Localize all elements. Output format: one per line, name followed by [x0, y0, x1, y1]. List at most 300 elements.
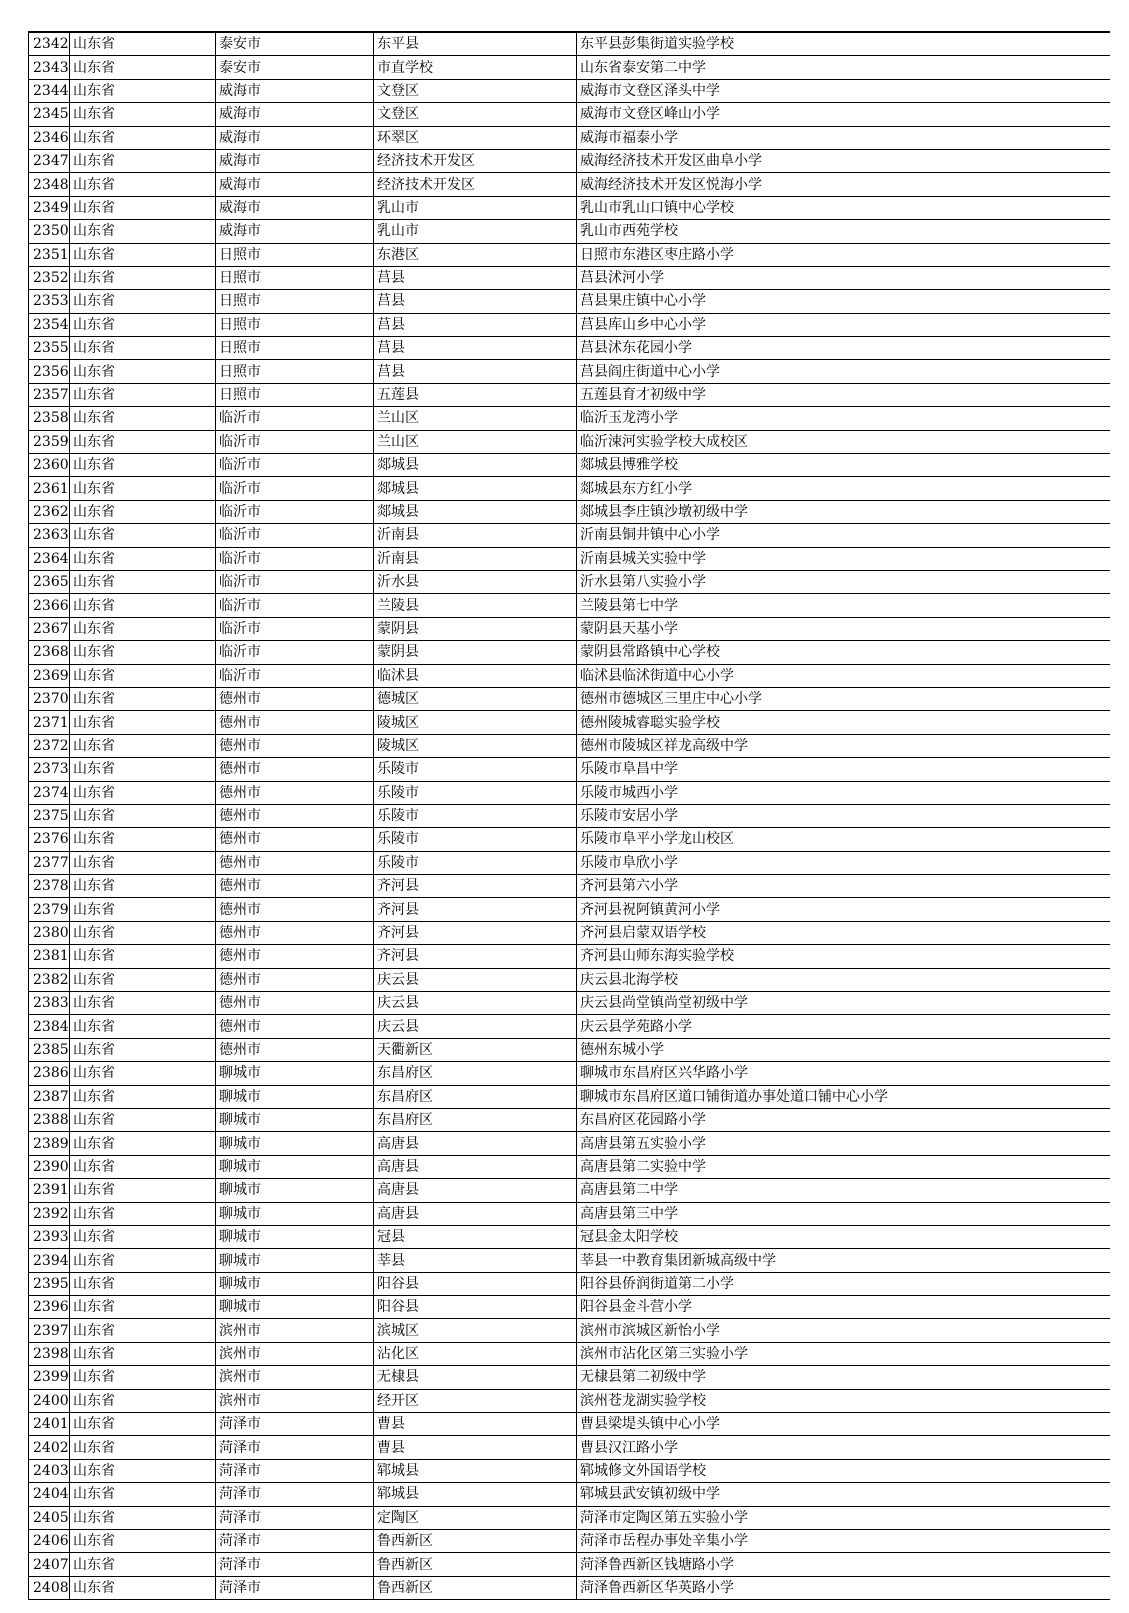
district-cell: 经济技术开发区	[374, 149, 577, 172]
city-cell: 威海市	[216, 79, 374, 102]
row-number-cell: 2369	[29, 664, 70, 687]
district-cell: 东昌府区	[374, 1108, 577, 1131]
row-number-cell: 2354	[29, 313, 70, 336]
table-row	[29, 149, 1111, 172]
district-cell: 乐陵市	[374, 851, 577, 874]
row-number-cell: 2392	[29, 1202, 70, 1225]
city-cell: 德州市	[216, 945, 374, 968]
city-cell: 临沂市	[216, 664, 374, 687]
school-name-cell: 阳谷县侨润街道第二小学	[577, 1272, 1111, 1295]
province-cell: 山东省	[70, 1436, 216, 1459]
city-cell: 聊城市	[216, 1225, 374, 1248]
district-cell: 郯城县	[374, 500, 577, 523]
school-list-table-container	[28, 32, 1110, 1613]
city-cell: 泰安市	[216, 56, 374, 79]
district-cell: 高唐县	[374, 1132, 577, 1155]
table-row	[29, 79, 1111, 102]
city-cell: 临沂市	[216, 454, 374, 477]
district-cell: 莒县	[374, 313, 577, 336]
district-cell: 文登区	[374, 79, 577, 102]
city-cell: 日照市	[216, 383, 374, 406]
school-name-cell: 兰陵县第七中学	[577, 594, 1111, 617]
row-number-cell: 2348	[29, 173, 70, 196]
district-cell: 曹县	[374, 1436, 577, 1459]
table-row	[29, 1038, 1111, 1061]
province-cell: 山东省	[70, 711, 216, 734]
district-cell: 郯城县	[374, 477, 577, 500]
row-number-cell: 2380	[29, 921, 70, 944]
school-name-cell: 郓城县武安镇初级中学	[577, 1483, 1111, 1506]
province-cell: 山东省	[70, 1483, 216, 1506]
district-cell: 东昌府区	[374, 1085, 577, 1108]
city-cell: 德州市	[216, 898, 374, 921]
district-cell: 乐陵市	[374, 804, 577, 827]
table-row	[29, 851, 1111, 874]
school-name-cell: 乐陵市阜平小学龙山校区	[577, 828, 1111, 851]
table-row	[29, 477, 1111, 500]
district-cell: 莘县	[374, 1249, 577, 1272]
city-cell: 德州市	[216, 804, 374, 827]
district-cell: 冠县	[374, 1225, 577, 1248]
school-name-cell: 德州市陵城区祥龙高级中学	[577, 734, 1111, 757]
city-cell: 临沂市	[216, 524, 374, 547]
district-cell: 乐陵市	[374, 828, 577, 851]
row-number-cell: 2375	[29, 804, 70, 827]
district-cell: 经济技术开发区	[374, 173, 577, 196]
city-cell: 聊城市	[216, 1085, 374, 1108]
table-row	[29, 898, 1111, 921]
school-name-cell: 菏泽鲁西新区钱塘路小学	[577, 1553, 1111, 1576]
city-cell: 威海市	[216, 196, 374, 219]
school-name-cell: 阳谷县金斗营小学	[577, 1296, 1111, 1319]
city-cell: 聊城市	[216, 1155, 374, 1178]
school-name-cell: 蒙阴县常路镇中心学校	[577, 641, 1111, 664]
school-name-cell: 菏泽市岳程办事处辛集小学	[577, 1530, 1111, 1553]
table-row	[29, 945, 1111, 968]
district-cell: 陵城区	[374, 734, 577, 757]
school-name-cell: 曹县梁堤头镇中心小学	[577, 1413, 1111, 1436]
table-row	[29, 103, 1111, 126]
table-row	[29, 758, 1111, 781]
province-cell: 山东省	[70, 313, 216, 336]
school-name-cell: 威海市文登区泽头中学	[577, 79, 1111, 102]
row-number-cell: 2349	[29, 196, 70, 219]
province-cell: 山东省	[70, 594, 216, 617]
city-cell: 德州市	[216, 711, 374, 734]
city-cell: 日照市	[216, 243, 374, 266]
school-name-cell: 郯城县李庄镇沙墩初级中学	[577, 500, 1111, 523]
city-cell: 威海市	[216, 220, 374, 243]
school-name-cell: 菏泽鲁西新区华英路小学	[577, 1576, 1111, 1599]
district-cell: 市直学校	[374, 56, 577, 79]
province-cell: 山东省	[70, 758, 216, 781]
school-name-cell: 威海市文登区峰山小学	[577, 103, 1111, 126]
row-number-cell: 2389	[29, 1132, 70, 1155]
district-cell: 蒙阴县	[374, 617, 577, 640]
province-cell: 山东省	[70, 360, 216, 383]
district-cell: 经开区	[374, 1389, 577, 1412]
province-cell: 山东省	[70, 477, 216, 500]
school-name-cell: 临沭县临沭街道中心小学	[577, 664, 1111, 687]
row-number-cell: 2403	[29, 1459, 70, 1482]
city-cell: 德州市	[216, 968, 374, 991]
city-cell: 临沂市	[216, 617, 374, 640]
row-number-cell: 2399	[29, 1366, 70, 1389]
province-cell: 山东省	[70, 804, 216, 827]
province-cell: 山东省	[70, 1342, 216, 1365]
district-cell: 莒县	[374, 290, 577, 313]
city-cell: 菏泽市	[216, 1530, 374, 1553]
district-cell: 庆云县	[374, 992, 577, 1015]
row-number-cell: 2396	[29, 1296, 70, 1319]
school-name-cell: 威海经济技术开发区曲阜小学	[577, 149, 1111, 172]
row-number-cell: 2391	[29, 1179, 70, 1202]
district-cell: 郯城县	[374, 454, 577, 477]
school-name-cell: 德州东城小学	[577, 1038, 1111, 1061]
city-cell: 德州市	[216, 1015, 374, 1038]
school-list-table	[28, 32, 1110, 1600]
district-cell: 高唐县	[374, 1179, 577, 1202]
table-row	[29, 266, 1111, 289]
district-cell: 郓城县	[374, 1483, 577, 1506]
school-name-cell: 郯城县博雅学校	[577, 454, 1111, 477]
table-row	[29, 570, 1111, 593]
school-name-cell: 德州市德城区三里庄中心小学	[577, 687, 1111, 710]
table-row	[29, 1272, 1111, 1295]
district-cell: 乳山市	[374, 220, 577, 243]
row-number-cell: 2404	[29, 1483, 70, 1506]
province-cell: 山东省	[70, 570, 216, 593]
school-name-cell: 高唐县第三中学	[577, 1202, 1111, 1225]
province-cell: 山东省	[70, 1062, 216, 1085]
table-row	[29, 1062, 1111, 1085]
school-name-cell: 日照市东港区枣庄路小学	[577, 243, 1111, 266]
table-row	[29, 1179, 1111, 1202]
school-name-cell: 乐陵市阜昌中学	[577, 758, 1111, 781]
table-row	[29, 1483, 1111, 1506]
school-name-cell: 郯城县东方红小学	[577, 477, 1111, 500]
city-cell: 滨州市	[216, 1366, 374, 1389]
district-cell: 沂水县	[374, 570, 577, 593]
school-name-cell: 莒县果庄镇中心小学	[577, 290, 1111, 313]
province-cell: 山东省	[70, 1202, 216, 1225]
district-cell: 陵城区	[374, 711, 577, 734]
table-row	[29, 1576, 1111, 1599]
table-row	[29, 430, 1111, 453]
province-cell: 山东省	[70, 243, 216, 266]
province-cell: 山东省	[70, 1225, 216, 1248]
table-row	[29, 641, 1111, 664]
province-cell: 山东省	[70, 1459, 216, 1482]
city-cell: 临沂市	[216, 641, 374, 664]
table-row	[29, 992, 1111, 1015]
school-name-cell: 庆云县北海学校	[577, 968, 1111, 991]
table-row	[29, 1553, 1111, 1576]
district-cell: 东平县	[374, 33, 577, 56]
row-number-cell: 2386	[29, 1062, 70, 1085]
province-cell: 山东省	[70, 968, 216, 991]
row-number-cell: 2401	[29, 1413, 70, 1436]
table-row	[29, 1015, 1111, 1038]
school-name-cell: 庆云县尚堂镇尚堂初级中学	[577, 992, 1111, 1015]
school-name-cell: 沂南县铜井镇中心小学	[577, 524, 1111, 547]
province-cell: 山东省	[70, 1179, 216, 1202]
province-cell: 山东省	[70, 1366, 216, 1389]
city-cell: 日照市	[216, 360, 374, 383]
school-name-cell: 莒县沭东花园小学	[577, 337, 1111, 360]
city-cell: 聊城市	[216, 1132, 374, 1155]
table-row	[29, 383, 1111, 406]
row-number-cell: 2359	[29, 430, 70, 453]
row-number-cell: 2373	[29, 758, 70, 781]
school-name-cell: 齐河县启蒙双语学校	[577, 921, 1111, 944]
province-cell: 山东省	[70, 337, 216, 360]
province-cell: 山东省	[70, 524, 216, 547]
table-row	[29, 1459, 1111, 1482]
city-cell: 聊城市	[216, 1249, 374, 1272]
row-number-cell: 2408	[29, 1576, 70, 1599]
table-row	[29, 1249, 1111, 1272]
row-number-cell: 2360	[29, 454, 70, 477]
school-name-cell: 聊城市东昌府区道口铺街道办事处道口铺中心小学	[577, 1085, 1111, 1108]
table-row	[29, 1413, 1111, 1436]
province-cell: 山东省	[70, 945, 216, 968]
district-cell: 兰山区	[374, 430, 577, 453]
table-row	[29, 1108, 1111, 1131]
school-name-cell: 无棣县第二初级中学	[577, 1366, 1111, 1389]
table-row	[29, 337, 1111, 360]
district-cell: 齐河县	[374, 921, 577, 944]
province-cell: 山东省	[70, 126, 216, 149]
province-cell: 山东省	[70, 898, 216, 921]
row-number-cell: 2350	[29, 220, 70, 243]
table-row	[29, 1202, 1111, 1225]
school-name-cell: 高唐县第二中学	[577, 1179, 1111, 1202]
province-cell: 山东省	[70, 1553, 216, 1576]
city-cell: 泰安市	[216, 33, 374, 56]
row-number-cell: 2370	[29, 687, 70, 710]
province-cell: 山东省	[70, 1319, 216, 1342]
table-row	[29, 290, 1111, 313]
table-row	[29, 711, 1111, 734]
row-number-cell: 2388	[29, 1108, 70, 1131]
district-cell: 莒县	[374, 266, 577, 289]
school-name-cell: 威海市福泰小学	[577, 126, 1111, 149]
district-cell: 定陶区	[374, 1506, 577, 1529]
province-cell: 山东省	[70, 1296, 216, 1319]
row-number-cell: 2361	[29, 477, 70, 500]
school-name-cell: 乐陵市阜欣小学	[577, 851, 1111, 874]
province-cell: 山东省	[70, 734, 216, 757]
district-cell: 文登区	[374, 103, 577, 126]
row-number-cell: 2351	[29, 243, 70, 266]
city-cell: 菏泽市	[216, 1436, 374, 1459]
row-number-cell: 2402	[29, 1436, 70, 1459]
row-number-cell: 2383	[29, 992, 70, 1015]
row-number-cell: 2393	[29, 1225, 70, 1248]
school-name-cell: 临沂涑河实验学校大成校区	[577, 430, 1111, 453]
province-cell: 山东省	[70, 454, 216, 477]
district-cell: 兰陵县	[374, 594, 577, 617]
city-cell: 威海市	[216, 149, 374, 172]
province-cell: 山东省	[70, 851, 216, 874]
province-cell: 山东省	[70, 220, 216, 243]
row-number-cell: 2377	[29, 851, 70, 874]
city-cell: 临沂市	[216, 430, 374, 453]
district-cell: 高唐县	[374, 1202, 577, 1225]
district-cell: 无棣县	[374, 1366, 577, 1389]
table-row	[29, 360, 1111, 383]
table-row	[29, 454, 1111, 477]
district-cell: 曹县	[374, 1413, 577, 1436]
row-number-cell: 2355	[29, 337, 70, 360]
province-cell: 山东省	[70, 875, 216, 898]
district-cell: 滨城区	[374, 1319, 577, 1342]
school-name-cell: 威海经济技术开发区悦海小学	[577, 173, 1111, 196]
city-cell: 滨州市	[216, 1342, 374, 1365]
city-cell: 德州市	[216, 828, 374, 851]
school-name-cell: 东平县彭集街道实验学校	[577, 33, 1111, 56]
province-cell: 山东省	[70, 56, 216, 79]
row-number-cell: 2395	[29, 1272, 70, 1295]
district-cell: 齐河县	[374, 945, 577, 968]
district-cell: 东港区	[374, 243, 577, 266]
school-name-cell: 滨州市沾化区第三实验小学	[577, 1342, 1111, 1365]
district-cell: 庆云县	[374, 968, 577, 991]
province-cell: 山东省	[70, 430, 216, 453]
row-number-cell: 2374	[29, 781, 70, 804]
city-cell: 菏泽市	[216, 1459, 374, 1482]
row-number-cell: 2406	[29, 1530, 70, 1553]
school-name-cell: 沂南县城关实验中学	[577, 547, 1111, 570]
city-cell: 德州市	[216, 875, 374, 898]
district-cell: 蒙阴县	[374, 641, 577, 664]
district-cell: 齐河县	[374, 898, 577, 921]
city-cell: 临沂市	[216, 570, 374, 593]
school-name-cell: 滨州苍龙湖实验学校	[577, 1389, 1111, 1412]
row-number-cell: 2352	[29, 266, 70, 289]
city-cell: 临沂市	[216, 547, 374, 570]
school-name-cell: 临沂玉龙湾小学	[577, 407, 1111, 430]
table-row	[29, 968, 1111, 991]
district-cell: 乐陵市	[374, 758, 577, 781]
table-row	[29, 196, 1111, 219]
province-cell: 山东省	[70, 687, 216, 710]
province-cell: 山东省	[70, 1155, 216, 1178]
row-number-cell: 2356	[29, 360, 70, 383]
city-cell: 威海市	[216, 126, 374, 149]
row-number-cell: 2368	[29, 641, 70, 664]
province-cell: 山东省	[70, 921, 216, 944]
table-row	[29, 1085, 1111, 1108]
row-number-cell: 2357	[29, 383, 70, 406]
city-cell: 聊城市	[216, 1202, 374, 1225]
province-cell: 山东省	[70, 103, 216, 126]
city-cell: 临沂市	[216, 407, 374, 430]
row-number-cell: 2358	[29, 407, 70, 430]
row-number-cell: 2397	[29, 1319, 70, 1342]
province-cell: 山东省	[70, 547, 216, 570]
province-cell: 山东省	[70, 1413, 216, 1436]
row-number-cell: 2385	[29, 1038, 70, 1061]
table-row	[29, 220, 1111, 243]
school-name-cell: 菏泽市定陶区第五实验小学	[577, 1506, 1111, 1529]
table-row	[29, 524, 1111, 547]
city-cell: 德州市	[216, 687, 374, 710]
province-cell: 山东省	[70, 1272, 216, 1295]
row-number-cell: 2342	[29, 33, 70, 56]
province-cell: 山东省	[70, 266, 216, 289]
row-number-cell: 2363	[29, 524, 70, 547]
province-cell: 山东省	[70, 149, 216, 172]
district-cell: 东昌府区	[374, 1062, 577, 1085]
table-row	[29, 1225, 1111, 1248]
school-name-cell: 沂水县第八实验小学	[577, 570, 1111, 593]
city-cell: 滨州市	[216, 1319, 374, 1342]
city-cell: 德州市	[216, 851, 374, 874]
school-name-cell: 五莲县育才初级中学	[577, 383, 1111, 406]
table-row	[29, 407, 1111, 430]
table-row	[29, 126, 1111, 149]
province-cell: 山东省	[70, 1015, 216, 1038]
city-cell: 德州市	[216, 921, 374, 944]
district-cell: 兰山区	[374, 407, 577, 430]
city-cell: 临沂市	[216, 477, 374, 500]
district-cell: 鲁西新区	[374, 1576, 577, 1599]
district-cell: 鲁西新区	[374, 1530, 577, 1553]
city-cell: 聊城市	[216, 1108, 374, 1131]
district-cell: 乐陵市	[374, 781, 577, 804]
city-cell: 日照市	[216, 313, 374, 336]
city-cell: 德州市	[216, 734, 374, 757]
district-cell: 阳谷县	[374, 1272, 577, 1295]
district-cell: 莒县	[374, 337, 577, 360]
province-cell: 山东省	[70, 290, 216, 313]
table-row	[29, 1296, 1111, 1319]
city-cell: 威海市	[216, 173, 374, 196]
province-cell: 山东省	[70, 500, 216, 523]
table-row	[29, 1389, 1111, 1412]
province-cell: 山东省	[70, 828, 216, 851]
district-cell: 鲁西新区	[374, 1553, 577, 1576]
row-number-cell: 2371	[29, 711, 70, 734]
city-cell: 日照市	[216, 266, 374, 289]
district-cell: 环翠区	[374, 126, 577, 149]
row-number-cell: 2346	[29, 126, 70, 149]
row-number-cell: 2382	[29, 968, 70, 991]
city-cell: 聊城市	[216, 1272, 374, 1295]
table-row	[29, 500, 1111, 523]
row-number-cell: 2398	[29, 1342, 70, 1365]
table-row	[29, 875, 1111, 898]
row-number-cell: 2343	[29, 56, 70, 79]
city-cell: 菏泽市	[216, 1483, 374, 1506]
district-cell: 德城区	[374, 687, 577, 710]
row-number-cell: 2379	[29, 898, 70, 921]
district-cell: 阳谷县	[374, 1296, 577, 1319]
city-cell: 德州市	[216, 992, 374, 1015]
row-number-cell: 2378	[29, 875, 70, 898]
table-row	[29, 1319, 1111, 1342]
district-cell: 齐河县	[374, 875, 577, 898]
table-row	[29, 734, 1111, 757]
province-cell: 山东省	[70, 992, 216, 1015]
district-cell: 庆云县	[374, 1015, 577, 1038]
row-number-cell: 2384	[29, 1015, 70, 1038]
city-cell: 日照市	[216, 290, 374, 313]
school-name-cell: 乳山市西苑学校	[577, 220, 1111, 243]
city-cell: 德州市	[216, 781, 374, 804]
